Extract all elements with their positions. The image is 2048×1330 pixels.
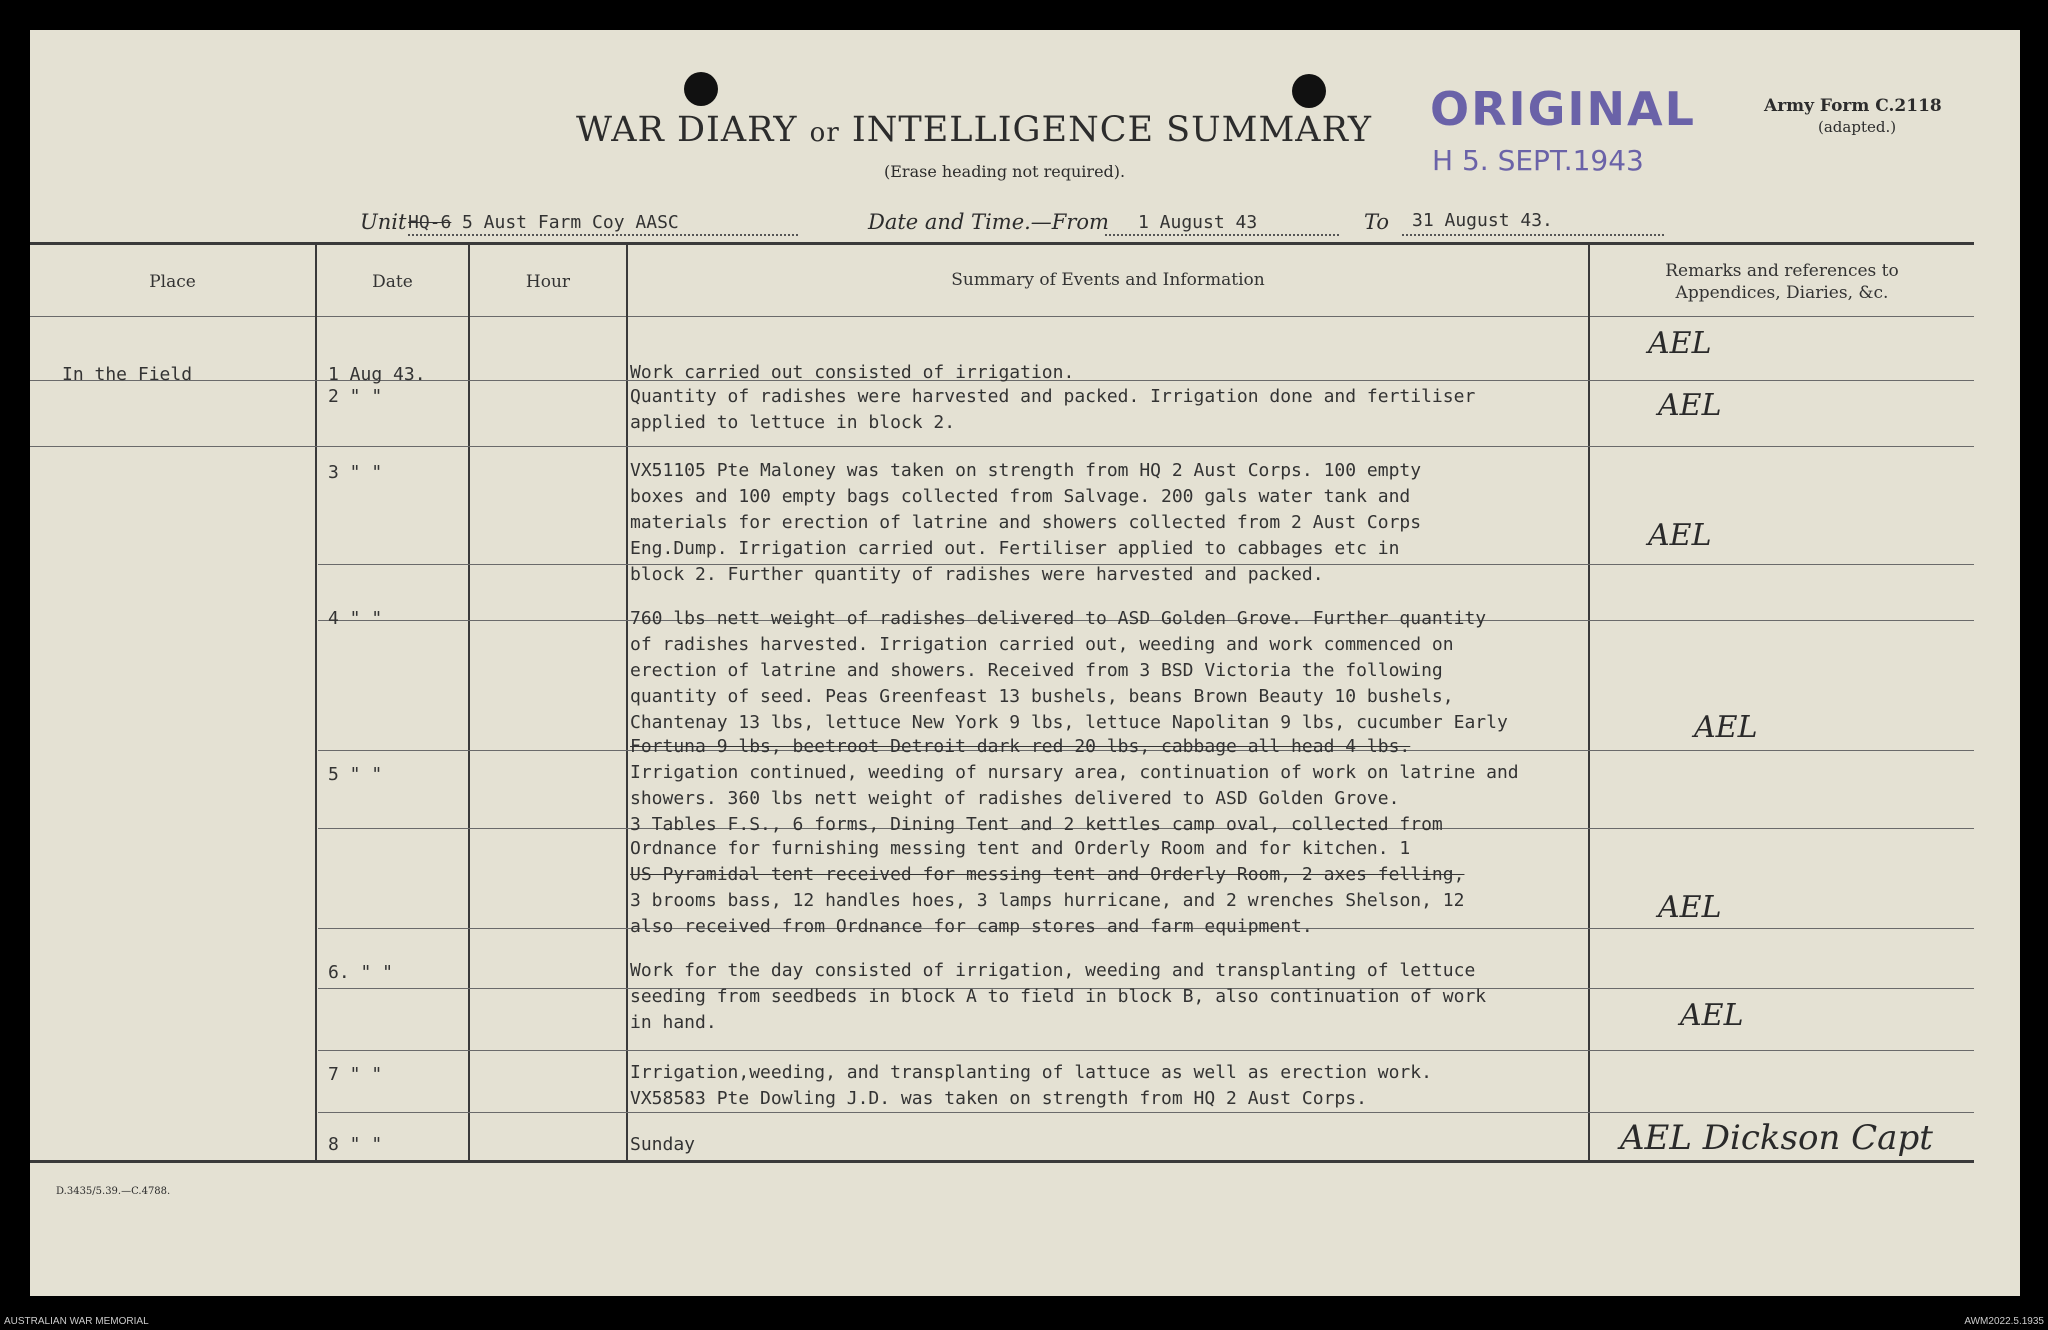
page-title [576, 110, 1372, 150]
event-line: in hand. [630, 1012, 717, 1033]
adapted-label: (adapted.) [1818, 118, 1897, 136]
remark-initials: AEL [1648, 326, 1712, 361]
event-line: Fortuna 9 lbs, beetroot Detroit dark red 20 lbs, cabbage all head 4 lbs. [630, 736, 1411, 757]
event-line: Work for the day consisted of irrigation, weeding and transplanting of lettuce [630, 960, 1476, 981]
unit-dotted-line [408, 234, 798, 236]
date-cell: 3 " " [328, 462, 383, 483]
print-code: D.3435/5.39.—C.4788. [56, 1186, 171, 1197]
punch-hole-right [1292, 74, 1326, 108]
event-line: Irrigation continued, weeding of nursary area, continuation of work on latrine and [630, 762, 1519, 783]
to-label: To [1364, 210, 1390, 234]
event-line: Quantity of radishes were harvested and packed. Irrigation done and fertiliser [630, 386, 1476, 407]
event-line: of radishes harvested. Irrigation carried out, weeding and work commenced on [630, 634, 1454, 655]
date-cell: 4 " " [328, 608, 383, 629]
event-line: Work carried out consisted of irrigation. [630, 362, 1075, 383]
army-form-label: Army Form C.2118 [1764, 96, 1942, 116]
date-cell: 8 " " [328, 1134, 383, 1155]
erase-note: (Erase heading not required). [884, 162, 1126, 181]
event-line: quantity of seed. Peas Greenfeast 13 bushels, beans Brown Beauty 10 bushels, [630, 686, 1454, 707]
remarks-header-line1: Remarks and references to [1665, 261, 1899, 281]
unit-value: 5 Aust Farm Coy AASC [462, 212, 679, 233]
event-line: Irrigation,weeding, and transplanting of lattuce as well as erection work. [630, 1062, 1432, 1083]
event-line: US Pyramidal tent received for messing tent and Orderly Room, 2 axes felling, [630, 864, 1465, 885]
column-header-hour: Hour [525, 272, 571, 292]
date-time-label: Date and Time.—From [868, 210, 1109, 234]
title-intelligence-summary: INTELLIGENCE SUMMARY [851, 110, 1372, 150]
unit-label: Unit [360, 210, 407, 234]
date-cell: 2 " " [328, 386, 383, 407]
date-cell: 6. " " [328, 962, 394, 983]
event-line: 3 Tables F.S., 6 forms, Dining Tent and 2 kettles camp oval, collected from [630, 814, 1443, 835]
original-stamp: ORIGINAL [1430, 82, 1696, 136]
remark-initials: AEL [1658, 890, 1722, 925]
punch-hole-left [684, 72, 718, 106]
event-line: 3 brooms bass, 12 handles hoes, 3 lamps hurricane, and 2 wrenches Shelson, 12 [630, 890, 1465, 911]
title-or: or [809, 118, 840, 148]
date-stamp: H 5. SEPT.1943 [1432, 144, 1644, 177]
remark-initials: AEL [1680, 998, 1744, 1033]
table-bottom-rule [30, 1160, 1974, 1163]
diary-page [30, 30, 2020, 1296]
remarks-header-line2: Appendices, Diaries, &c. [1675, 283, 1889, 303]
event-line: Sunday [630, 1134, 696, 1155]
place-cell: In the Field [62, 364, 193, 385]
table-top-rule [30, 242, 1974, 245]
row-rule [30, 446, 1974, 447]
column-header-remarks [1590, 260, 1974, 304]
footer-left: AUSTRALIAN WAR MEMORIAL [4, 1316, 149, 1327]
event-line: Chantenay 13 lbs, lettuce New York 9 lbs, lettuce Napolitan 9 lbs, cucumber Early [630, 712, 1508, 733]
event-line: materials for erection of latrine and showers collected from 2 Aust Corps [630, 512, 1422, 533]
event-line: VX58583 Pte Dowling J.D. was taken on strength from HQ 2 Aust Corps. [630, 1088, 1367, 1109]
event-line: VX51105 Pte Maloney was taken on strength from HQ 2 Aust Corps. 100 empty [630, 460, 1422, 481]
row-rule [318, 1050, 1974, 1051]
event-line: also received from Ordnance for camp stores and farm equipment. [630, 916, 1313, 937]
date-cell: 5 " " [328, 764, 383, 785]
title-war-diary: WAR DIARY [576, 110, 798, 150]
event-line: applied to lettuce in block 2. [630, 412, 956, 433]
event-line: block 2. Further quantity of radishes were harvested and packed. [630, 564, 1324, 585]
row-rule [318, 1112, 1974, 1113]
footer-right: AWM2022.5.1935 [1964, 1316, 2044, 1327]
column-header-date: Date [372, 272, 413, 292]
from-dotted-line [1105, 234, 1339, 236]
date-from: 1 August 43 [1138, 212, 1258, 233]
date-cell: 7 " " [328, 1064, 383, 1085]
remark-signature: AEL Dickson Capt [1620, 1118, 1933, 1158]
event-line: Ordnance for furnishing messing tent and Orderly Room and for kitchen. 1 [630, 838, 1411, 859]
unit-struck: HQ-6 [408, 212, 452, 233]
header-rule [30, 316, 1974, 317]
event-line: 760 lbs nett weight of radishes delivered to ASD Golden Grove. Further quantity [630, 608, 1487, 629]
event-line: erection of latrine and showers. Received from 3 BSD Victoria the following [630, 660, 1443, 681]
event-line: Eng.Dump. Irrigation carried out. Fertiliser applied to cabbages etc in [630, 538, 1400, 559]
event-line: showers. 360 lbs nett weight of radishes delivered to ASD Golden Grove. [630, 788, 1400, 809]
remark-initials: AEL [1658, 388, 1722, 423]
event-line: boxes and 100 empty bags collected from Salvage. 200 gals water tank and [630, 486, 1411, 507]
remark-initials: AEL [1648, 518, 1712, 553]
date-to: 31 August 43. [1412, 210, 1553, 231]
event-line: seeding from seedbeds in block A to field in block B, also continuation of work [630, 986, 1487, 1007]
date-cell: 1 Aug 43. [328, 364, 426, 385]
to-dotted-line [1402, 234, 1664, 236]
column-header-place: Place [149, 272, 196, 292]
remark-initials: AEL [1694, 710, 1758, 745]
column-header-summary: Summary of Events and Information [951, 270, 1265, 290]
